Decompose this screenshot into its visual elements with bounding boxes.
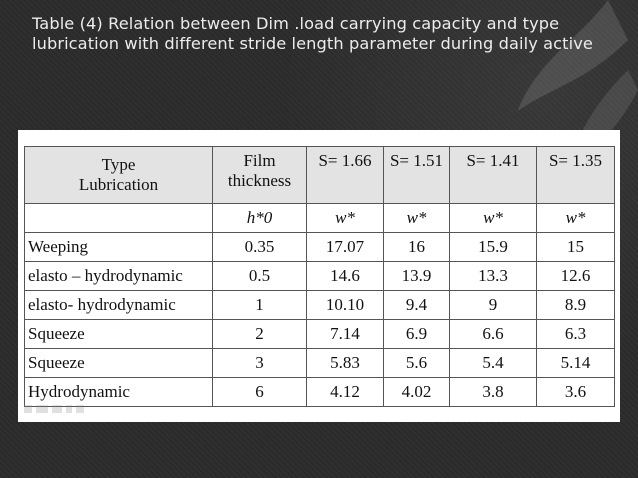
row-value: 6.6 <box>450 320 537 349</box>
row-value: 5.83 <box>307 349 384 378</box>
header-s-value: S= 1.41 <box>450 147 537 204</box>
row-value: 9 <box>450 291 537 320</box>
row-type: Squeeze <box>25 349 213 378</box>
symbol-empty-cell <box>25 204 213 233</box>
row-film: 0.35 <box>213 233 307 262</box>
header-s-value: S= 1.66 <box>307 147 384 204</box>
row-value: 10.10 <box>307 291 384 320</box>
row-value: 12.6 <box>537 262 615 291</box>
row-value: 17.07 <box>307 233 384 262</box>
table-row <box>25 320 615 349</box>
table-row <box>25 349 615 378</box>
row-value: 13.3 <box>450 262 537 291</box>
row-film: 0.5 <box>213 262 307 291</box>
symbol-w: w* <box>450 204 537 233</box>
table-image-panel <box>18 130 620 422</box>
table-row <box>25 233 615 262</box>
table-row <box>25 262 615 291</box>
header-type: Type Lubrication <box>25 147 213 204</box>
row-film: 6 <box>213 378 307 407</box>
row-type: Hydrodynamic <box>25 378 213 407</box>
row-value: 9.4 <box>384 291 450 320</box>
header-s-value: S= 1.35 <box>537 147 615 204</box>
header-film: Film thickness <box>213 147 307 204</box>
row-value: 16 <box>384 233 450 262</box>
row-value: 4.12 <box>307 378 384 407</box>
row-value: 5.4 <box>450 349 537 378</box>
row-value: 15.9 <box>450 233 537 262</box>
row-value: 5.14 <box>537 349 615 378</box>
row-film: 2 <box>213 320 307 349</box>
data-table <box>24 146 615 407</box>
row-type: elasto- hydrodynamic <box>25 291 213 320</box>
watermark-icon <box>24 403 124 415</box>
row-value: 3.8 <box>450 378 537 407</box>
row-value: 6.9 <box>384 320 450 349</box>
row-value: 4.02 <box>384 378 450 407</box>
row-type: Weeping <box>25 233 213 262</box>
row-value: 15 <box>537 233 615 262</box>
symbol-w: w* <box>537 204 615 233</box>
symbol-h0: h*0 <box>213 204 307 233</box>
row-value: 13.9 <box>384 262 450 291</box>
symbol-w: w* <box>384 204 450 233</box>
row-value: 8.9 <box>537 291 615 320</box>
row-value: 7.14 <box>307 320 384 349</box>
table-row <box>25 291 615 320</box>
row-value: 3.6 <box>537 378 615 407</box>
row-value: 14.6 <box>307 262 384 291</box>
row-film: 1 <box>213 291 307 320</box>
symbol-w: w* <box>307 204 384 233</box>
row-value: 6.3 <box>537 320 615 349</box>
table-header-row <box>25 147 615 204</box>
row-type: elasto – hydrodynamic <box>25 262 213 291</box>
slide-title: Table (4) Relation between Dim .load carrying capacity and type lubrication with different stride length parameter during daily active <box>32 14 593 53</box>
row-type: Squeeze <box>25 320 213 349</box>
header-s-value: S= 1.51 <box>384 147 450 204</box>
table-symbol-row <box>25 204 615 233</box>
row-film: 3 <box>213 349 307 378</box>
row-value: 5.6 <box>384 349 450 378</box>
